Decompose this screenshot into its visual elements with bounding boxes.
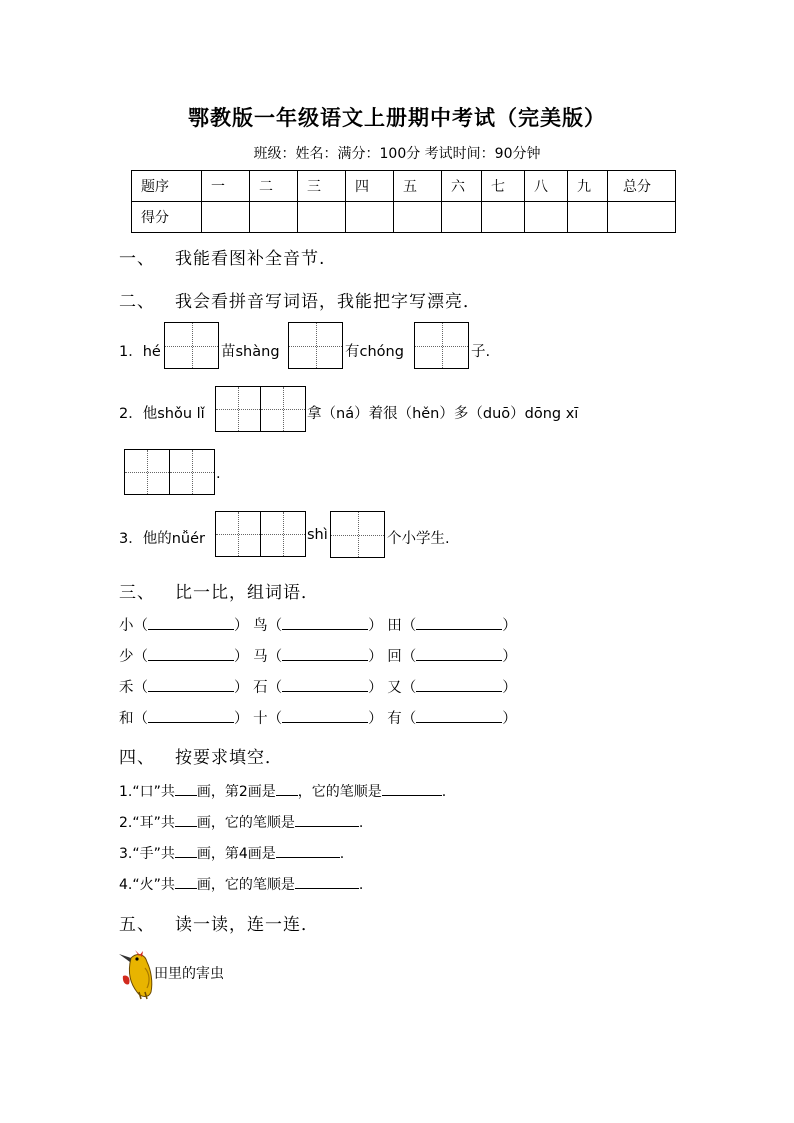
word-row bbox=[119, 614, 517, 635]
word-blank[interactable] bbox=[282, 677, 368, 692]
word-row bbox=[119, 707, 517, 728]
score-table-header-row bbox=[132, 171, 676, 202]
word-blank[interactable] bbox=[416, 708, 502, 723]
word-blank[interactable] bbox=[282, 708, 368, 723]
paren-close: ） bbox=[368, 680, 383, 696]
writing-grid-box[interactable] bbox=[330, 511, 385, 558]
word-blank[interactable] bbox=[416, 677, 502, 692]
section-5-heading bbox=[119, 910, 319, 935]
score-table-score-row bbox=[132, 202, 676, 233]
paren-close: ） bbox=[234, 680, 249, 696]
char-prompt: 少 bbox=[119, 649, 134, 665]
word-blank[interactable] bbox=[148, 615, 234, 630]
section-2-heading bbox=[119, 287, 481, 312]
paren-close: ） bbox=[502, 618, 517, 634]
section-text: 读一读，连一连． bbox=[175, 915, 319, 935]
paren-close: ） bbox=[502, 680, 517, 696]
paren-open: （ bbox=[401, 680, 417, 696]
section-1-heading bbox=[119, 244, 325, 269]
match-item-1: 田里的害虫 bbox=[154, 966, 224, 982]
word-blank[interactable] bbox=[148, 646, 234, 661]
paren-open: （ bbox=[133, 711, 148, 727]
score-header-cell: 七 bbox=[482, 171, 525, 202]
fill-text: ，它的笔顺是 bbox=[297, 784, 382, 800]
paren-close: ） bbox=[502, 711, 517, 727]
section-3-heading bbox=[119, 578, 319, 603]
char-prompt: 十 bbox=[253, 711, 268, 727]
paren-open: （ bbox=[267, 618, 283, 634]
fill-text: . bbox=[339, 846, 345, 862]
page-title: 鄂教版一年级语文上册期中考试（完美版） bbox=[188, 106, 606, 130]
q1-prefix: 1．hé bbox=[119, 344, 161, 360]
word-row bbox=[119, 645, 517, 666]
paren-close: ） bbox=[234, 711, 249, 727]
fill-item-3 bbox=[119, 843, 344, 863]
score-header-cell: 八 bbox=[525, 171, 568, 202]
char-prompt: 和 bbox=[119, 711, 134, 727]
score-header-cell: 总分 bbox=[608, 171, 676, 202]
section-text: 我会看拼音写词语，我能把字写漂亮． bbox=[175, 292, 481, 312]
fill-item-1 bbox=[119, 781, 446, 801]
section-number: 一、 bbox=[119, 249, 155, 269]
char-prompt: 又 bbox=[387, 680, 402, 696]
writing-grid-box[interactable] bbox=[164, 322, 219, 369]
score-cell[interactable] bbox=[394, 202, 442, 233]
char-prompt: 田 bbox=[387, 618, 402, 634]
fill-text: 画，第2画是 bbox=[196, 784, 276, 800]
bird-illustration bbox=[117, 948, 157, 1000]
paren-close: ） bbox=[368, 618, 383, 634]
fill-blank[interactable] bbox=[276, 781, 298, 796]
fill-blank[interactable] bbox=[295, 812, 359, 827]
fill-text: 3.“手”共 bbox=[119, 846, 175, 862]
fill-text: 画，它的笔顺是 bbox=[196, 815, 295, 831]
fill-text: 1.“口”共 bbox=[119, 784, 175, 800]
fill-text: 画，第4画是 bbox=[196, 846, 276, 862]
fill-text: . bbox=[358, 815, 364, 831]
section-text: 比一比，组词语． bbox=[175, 583, 319, 603]
word-blank[interactable] bbox=[148, 677, 234, 692]
section-number: 五、 bbox=[119, 915, 155, 935]
score-cell[interactable] bbox=[568, 202, 608, 233]
word-row bbox=[119, 676, 517, 697]
writing-grid-box[interactable] bbox=[124, 449, 170, 495]
char-prompt: 石 bbox=[253, 680, 268, 696]
fill-text: 2.“耳”共 bbox=[119, 815, 175, 831]
score-header-cell: 五 bbox=[394, 171, 442, 202]
q1-text-4: 子. bbox=[471, 344, 491, 360]
paren-close: ） bbox=[502, 649, 517, 665]
word-blank[interactable] bbox=[282, 615, 368, 630]
q1-text-3: 有chóng bbox=[345, 344, 404, 360]
paren-open: （ bbox=[267, 649, 283, 665]
word-blank[interactable] bbox=[148, 708, 234, 723]
paren-close: ） bbox=[234, 649, 249, 665]
writing-grid-box[interactable] bbox=[260, 386, 306, 432]
fill-text: 4.“火”共 bbox=[119, 877, 175, 893]
char-prompt: 禾 bbox=[119, 680, 134, 696]
paren-open: （ bbox=[133, 618, 148, 634]
score-header-cell: 六 bbox=[442, 171, 482, 202]
fill-blank[interactable] bbox=[276, 843, 340, 858]
writing-grid-box[interactable] bbox=[169, 449, 215, 495]
q2-suffix: 拿（ná）着很（hěn）多（duō）dōng xī bbox=[307, 406, 579, 422]
char-prompt: 马 bbox=[253, 649, 268, 665]
score-cell[interactable] bbox=[482, 202, 525, 233]
word-blank[interactable] bbox=[416, 615, 502, 630]
score-cell[interactable] bbox=[346, 202, 394, 233]
fill-item-4 bbox=[119, 874, 363, 894]
score-cell[interactable] bbox=[202, 202, 250, 233]
char-prompt: 有 bbox=[387, 711, 402, 727]
paren-close: ） bbox=[234, 618, 249, 634]
paren-open: （ bbox=[401, 618, 417, 634]
fill-blank[interactable] bbox=[175, 781, 197, 796]
score-table bbox=[131, 170, 676, 233]
score-cell[interactable] bbox=[298, 202, 346, 233]
char-prompt: 鸟 bbox=[253, 618, 268, 634]
score-header-cell: 三 bbox=[298, 171, 346, 202]
q1-text-2: 苗shàng bbox=[221, 344, 280, 360]
paren-close: ） bbox=[368, 711, 383, 727]
fill-blank[interactable] bbox=[295, 874, 359, 889]
fill-text: . bbox=[441, 784, 447, 800]
paren-open: （ bbox=[133, 680, 148, 696]
score-cell[interactable] bbox=[250, 202, 298, 233]
section-number: 三、 bbox=[119, 583, 155, 603]
q3-prefix: 3．他的nǚér bbox=[119, 531, 205, 547]
paren-close: ） bbox=[368, 649, 383, 665]
word-blank[interactable] bbox=[282, 646, 368, 661]
score-header-cell: 九 bbox=[568, 171, 608, 202]
writing-grid-box[interactable] bbox=[260, 511, 306, 557]
writing-grid-box[interactable] bbox=[215, 386, 261, 432]
q3-suffix: 个小学生. bbox=[387, 531, 450, 547]
char-prompt: 回 bbox=[387, 649, 402, 665]
q2-end: . bbox=[216, 466, 221, 482]
fill-text: 画，它的笔顺是 bbox=[196, 877, 295, 893]
score-cell[interactable] bbox=[442, 202, 482, 233]
fill-blank[interactable] bbox=[382, 781, 442, 796]
fill-item-2 bbox=[119, 812, 363, 832]
score-cell[interactable] bbox=[608, 202, 676, 233]
paren-open: （ bbox=[267, 711, 283, 727]
section-number: 二、 bbox=[119, 292, 155, 312]
q2-prefix: 2．他shǒu lǐ bbox=[119, 406, 205, 422]
score-header-cell: 二 bbox=[250, 171, 298, 202]
score-header-cell: 题序 bbox=[132, 171, 202, 202]
fill-blank[interactable] bbox=[175, 874, 197, 889]
writing-grid-box[interactable] bbox=[288, 322, 343, 369]
score-header-cell: 一 bbox=[202, 171, 250, 202]
section-number: 四、 bbox=[119, 748, 155, 768]
char-prompt: 小 bbox=[119, 618, 134, 634]
section-4-heading bbox=[119, 743, 283, 768]
section-text: 我能看图补全音节. bbox=[175, 249, 326, 269]
word-blank[interactable] bbox=[416, 646, 502, 661]
score-header-cell: 四 bbox=[346, 171, 394, 202]
writing-grid-box[interactable] bbox=[215, 511, 261, 557]
fill-blank[interactable] bbox=[175, 843, 197, 858]
paren-open: （ bbox=[267, 680, 283, 696]
paren-open: （ bbox=[133, 649, 148, 665]
fill-blank[interactable] bbox=[175, 812, 197, 827]
fill-text: . bbox=[358, 877, 364, 893]
writing-grid-box[interactable] bbox=[414, 322, 469, 369]
section-text: 按要求填空． bbox=[175, 748, 283, 768]
q3-mid: shì bbox=[307, 527, 328, 543]
score-row-label: 得分 bbox=[132, 202, 202, 233]
paren-open: （ bbox=[401, 649, 417, 665]
paren-open: （ bbox=[401, 711, 417, 727]
score-cell[interactable] bbox=[525, 202, 568, 233]
exam-info: 班级：姓名：满分：100分 考试时间：90分钟 bbox=[253, 146, 541, 162]
